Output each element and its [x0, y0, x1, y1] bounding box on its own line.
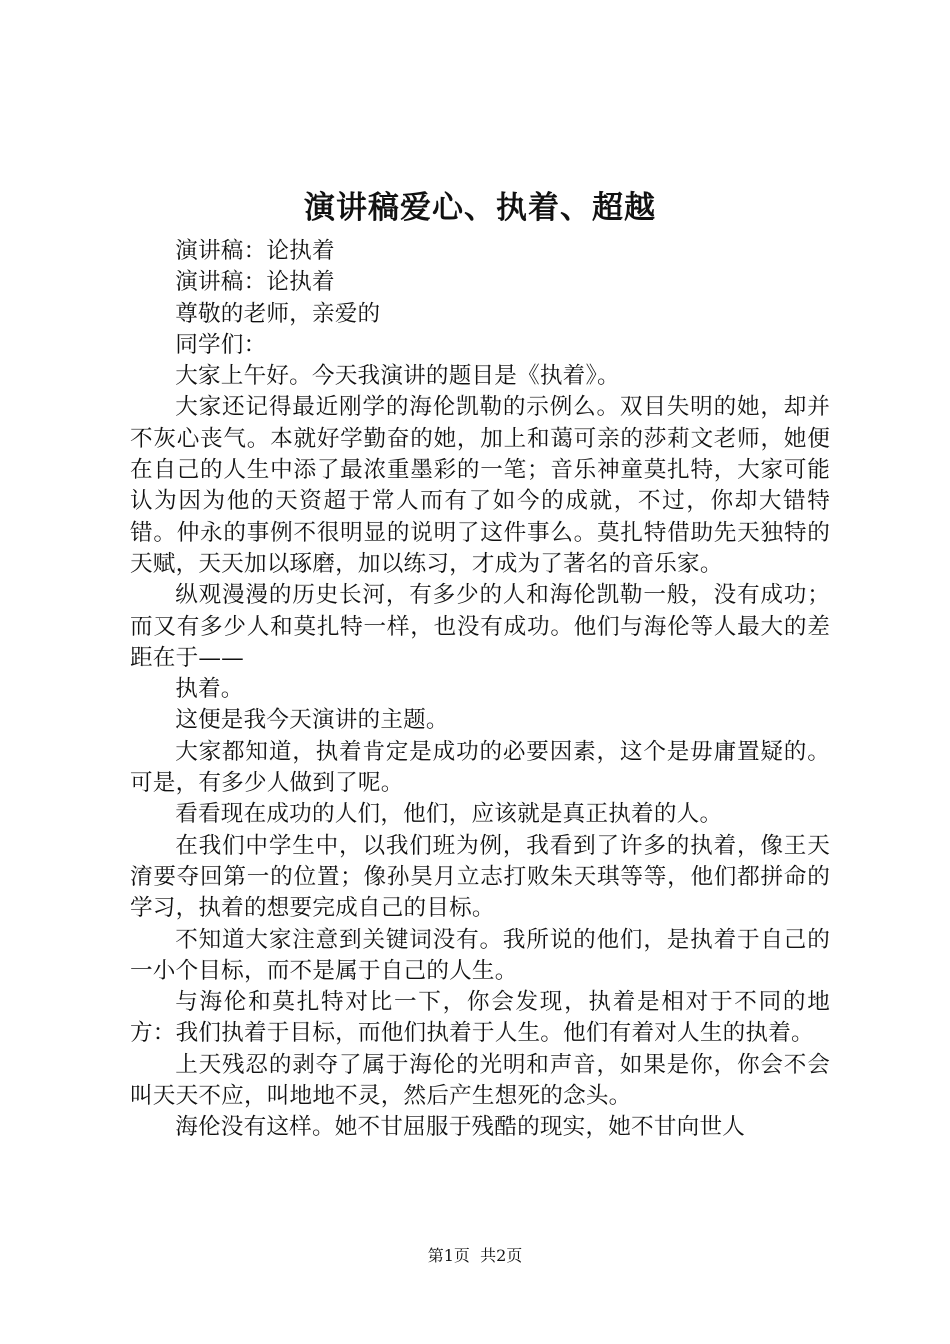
page-total: 共2页: [480, 1246, 523, 1265]
paragraph: 尊敬的老师，亲爱的: [175, 300, 381, 327]
paragraph: 这便是我今天演讲的主题。: [175, 707, 449, 734]
document-title: 演讲稿爱心、执着、超越: [304, 190, 656, 226]
paragraph: 大家还记得最近刚学的海伦凯勒的示例么。双目失明的她，却并不灰心丧气。本就好学勤奋的她，加上和蔼可亲的莎莉文老师，她便在自己的人生中添了最浓重墨彩的一笔；音乐神童莫扎特，大家可能认为因为他的天资超于常人而有了如今的成就，不过，你却大错特错。仲永的事例不很明显的说明了这件事么。莫扎特借助先天独特的天赋，天天加以琢磨，加以练习，才成为了著名的音乐家。: [130, 394, 830, 577]
paragraph: 大家都知道，执着肯定是成功的必要因素，这个是毋庸置疑的。可是，有多少人做到了呢。: [130, 738, 830, 797]
paragraph: 在我们中学生中，以我们班为例，我看到了许多的执着，像王天淯要夺回第一的位置；像孙昊月立志打败朱天琪等等，他们都拼命的学习，执着的想要完成自己的目标。: [130, 832, 830, 922]
paragraph: 大家上午好。今天我演讲的题目是《执着》。: [175, 363, 620, 390]
footer-spacer: [470, 1246, 480, 1265]
paragraph: 演讲稿：论执着: [175, 238, 335, 264]
document-body: [130, 236, 830, 1144]
page-footer: [0, 1244, 950, 1268]
paragraph: 执着。: [175, 676, 244, 703]
paragraph: 同学们：: [175, 331, 267, 358]
paragraph: 海伦没有这样。她不甘屈服于残酷的现实，她不甘向世人: [175, 1114, 746, 1141]
paragraph: 与海伦和莫扎特对比一下，你会发现，执着是相对于不同的地方：我们执着于目标，而他们执着于人生。他们有着对人生的执着。: [130, 989, 830, 1047]
paragraph: 看看现在成功的人们，他们，应该就是真正执着的人。: [175, 801, 723, 828]
page-number: 第1页: [427, 1246, 470, 1265]
paragraph: 上天残忍的剥夺了属于海伦的光明和声音，如果是你，你会不会叫天天不应，叫地地不灵，然后产生想死的念头。: [130, 1051, 830, 1110]
paragraph: 纵观漫漫的历史长河，有多少的人和海伦凯勒一般，没有成功；而又有多少人和莫扎特一样，也没有成功。他们与海伦等人最大的差距在于——: [130, 582, 830, 671]
paragraph: 演讲稿：论执着: [175, 269, 335, 296]
paragraph: 不知道大家注意到关键词没有。我所说的他们，是执着于自己的一小个目标，而不是属于自己的人生。: [130, 926, 830, 984]
